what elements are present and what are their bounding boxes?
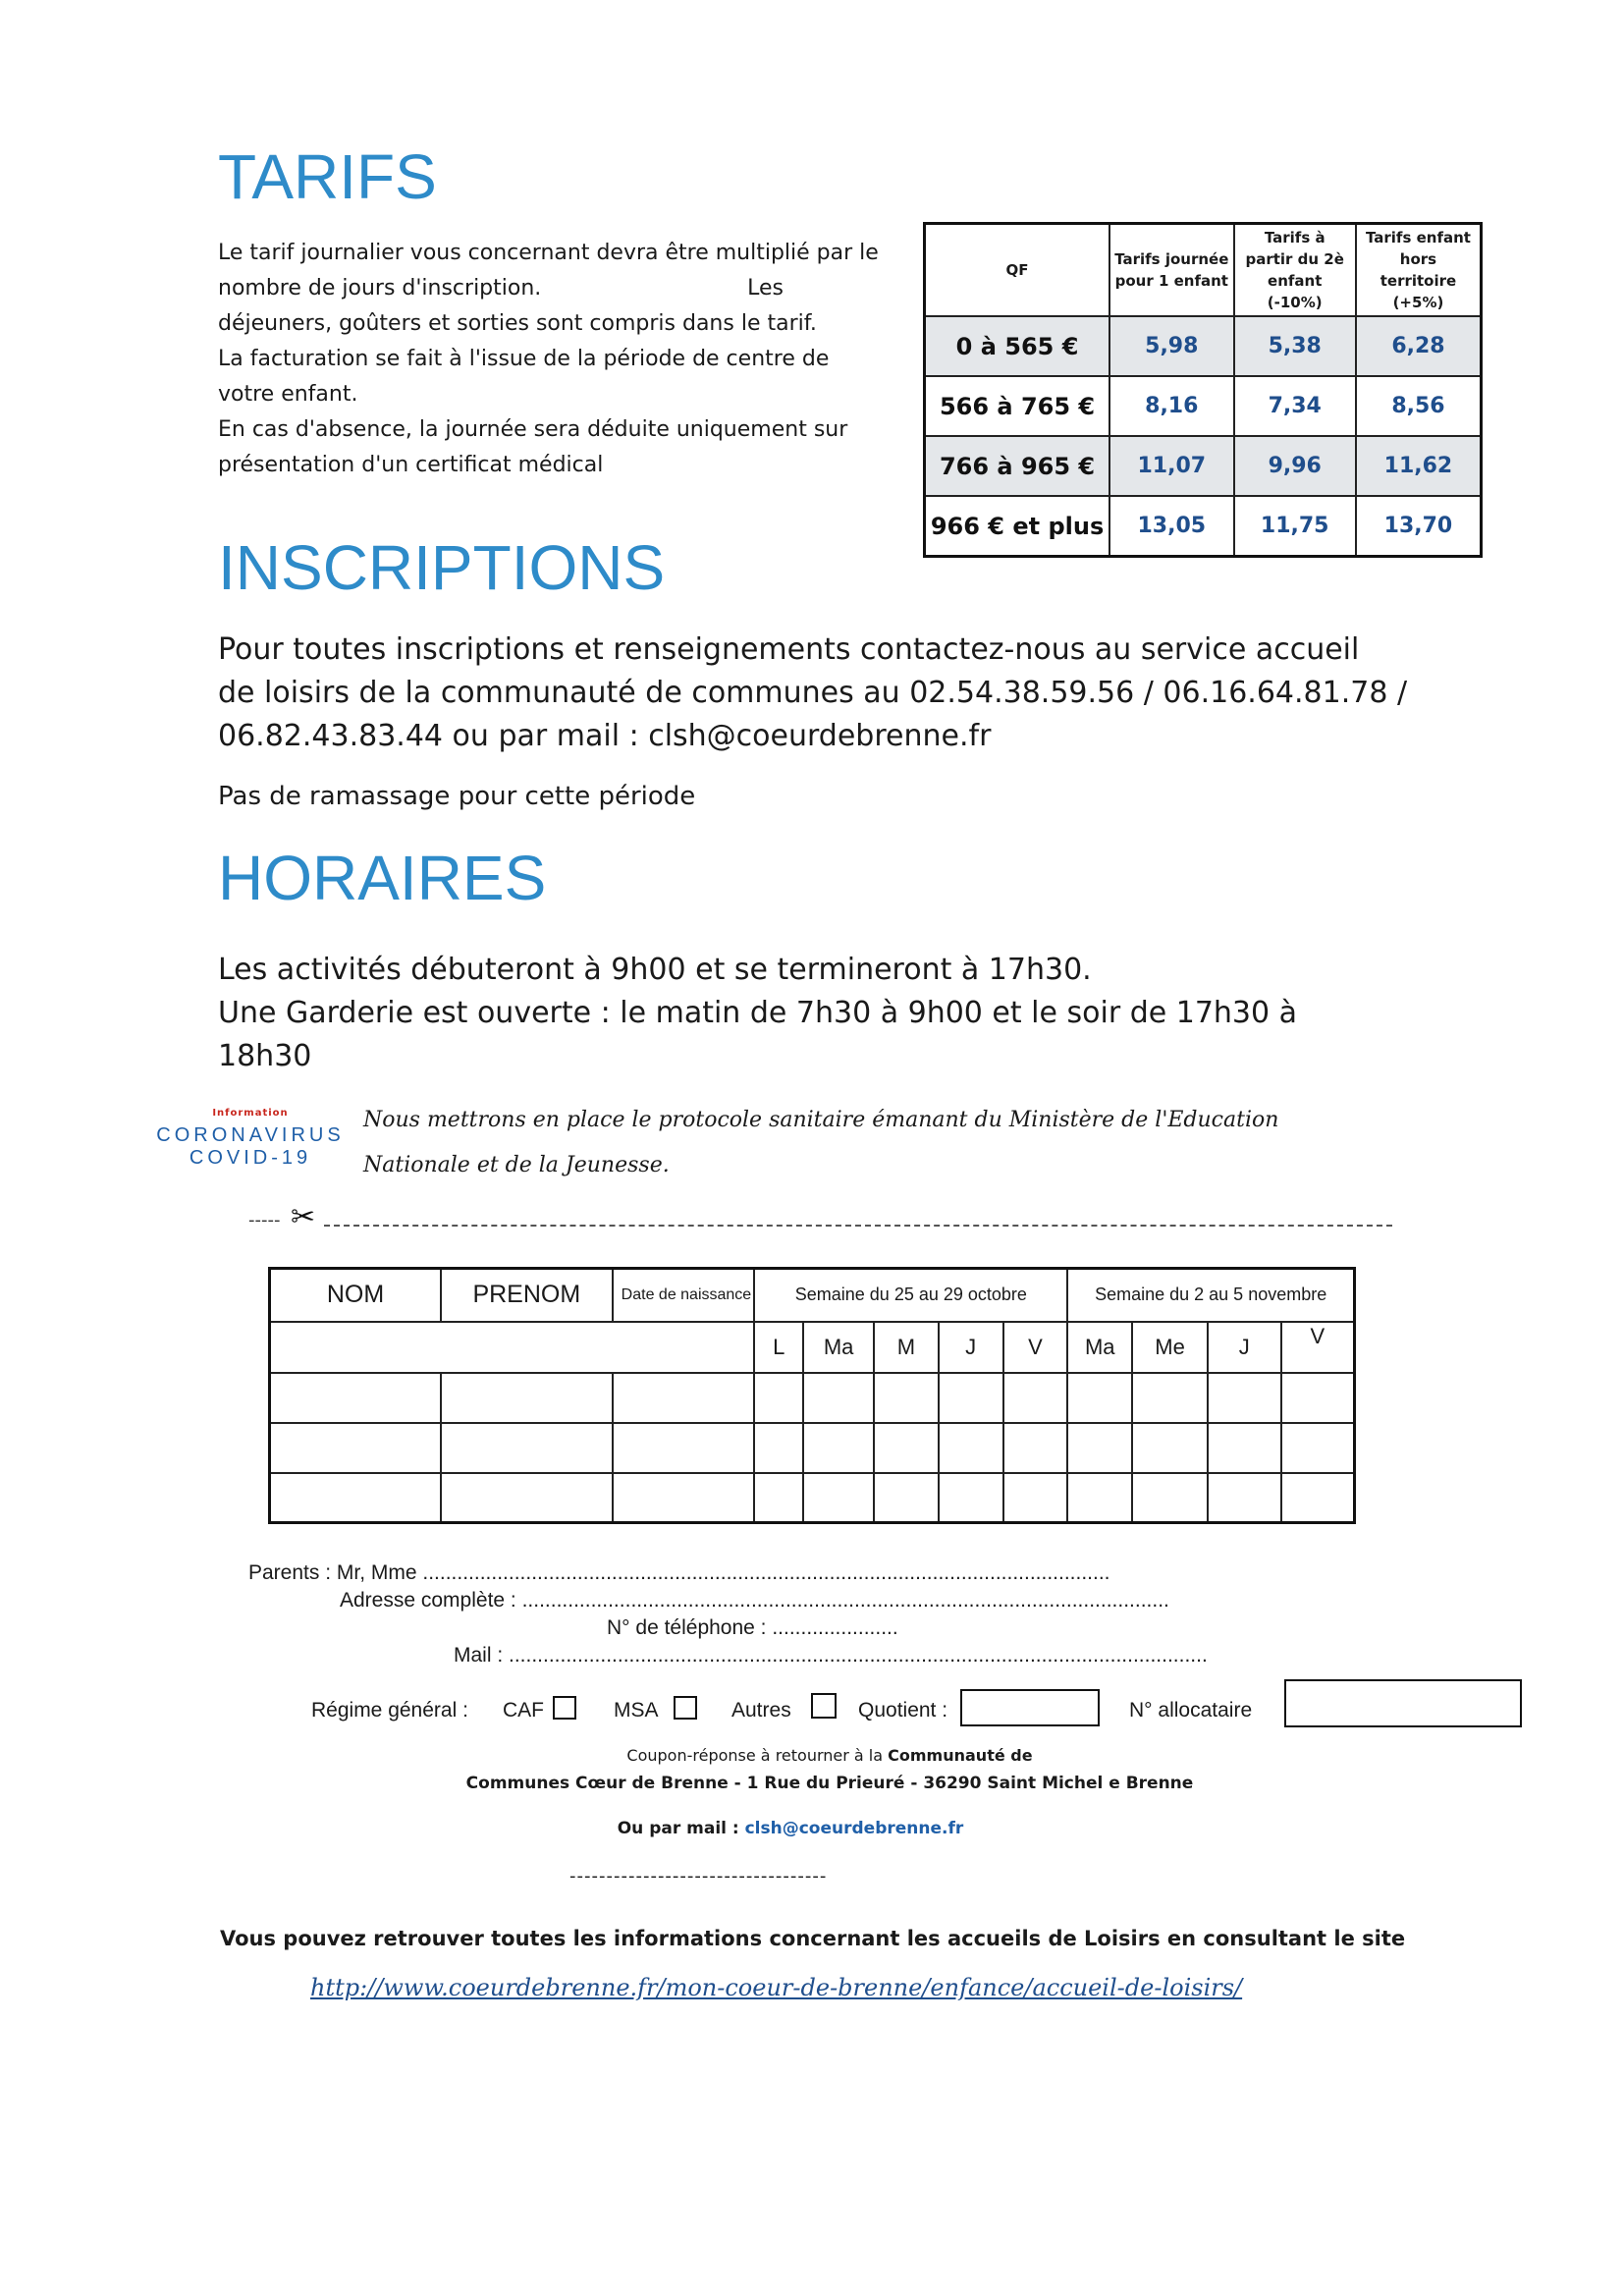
- day-cell: Me: [1132, 1322, 1208, 1373]
- tarifs-table: [923, 222, 1483, 558]
- tarifs-line: nombre de jours d'inscription. Les: [218, 276, 784, 301]
- coupon-entry-row[interactable]: [270, 1373, 1355, 1423]
- entry-cell[interactable]: [1281, 1373, 1355, 1423]
- regime-label: Régime général :: [311, 1699, 468, 1722]
- entry-cell[interactable]: [613, 1473, 755, 1523]
- mail-field[interactable]: Mail : ..........................................................................................................................: [454, 1644, 1208, 1667]
- coupon-days-row: [270, 1322, 1355, 1373]
- coupon-table: [268, 1267, 1356, 1524]
- covid-logo: [147, 1108, 353, 1170]
- caf-checkbox[interactable]: [553, 1696, 576, 1720]
- day-cell: V: [1281, 1322, 1355, 1373]
- adresse-field[interactable]: Adresse complète : .................................................................................................................: [340, 1589, 1169, 1612]
- entry-cell[interactable]: [270, 1423, 441, 1473]
- table-row: [925, 436, 1482, 496]
- entry-cell[interactable]: [1003, 1423, 1068, 1473]
- price-cell: 11,07: [1109, 436, 1233, 496]
- price-cell: 5,98: [1109, 316, 1233, 376]
- covid-note-line: Nationale et de la Jeunesse.: [363, 1153, 670, 1177]
- entry-cell[interactable]: [1208, 1423, 1281, 1473]
- entry-cell[interactable]: [1208, 1473, 1281, 1523]
- price-cell: 11,62: [1356, 436, 1482, 496]
- return-prefix: Coupon-réponse à retourner à la: [626, 1746, 889, 1765]
- price-cell: 6,28: [1356, 316, 1482, 376]
- day-cell: V: [1003, 1322, 1068, 1373]
- entry-cell[interactable]: [874, 1373, 939, 1423]
- horaires-line: Les activités débuteront à 9h00 et se termineront à 17h30.: [218, 953, 1092, 987]
- header-week-1: Semaine du 25 au 29 octobre: [754, 1269, 1067, 1322]
- entry-cell[interactable]: [270, 1373, 441, 1423]
- tarifs-line: déjeuners, goûters et sorties sont compris dans le tarif.: [218, 311, 817, 336]
- inscriptions-title: INSCRIPTIONS: [218, 532, 666, 603]
- inscriptions-line: Pour toutes inscriptions et renseignements contactez-nous au service accueil: [218, 632, 1360, 667]
- entry-cell[interactable]: [613, 1423, 755, 1473]
- return-line-1: [0, 1746, 1623, 1765]
- horaires-paragraph: [218, 949, 1297, 1078]
- cut-line: [324, 1225, 1392, 1227]
- tarifs-line: Le tarif journalier vous concernant devra être multiplié par le: [218, 241, 879, 265]
- header-tarif-2e-enfant: Tarifs à partir du 2è enfant (-10%): [1234, 224, 1356, 317]
- return-mail-prefix: Ou par mail :: [617, 1819, 745, 1838]
- msa-label: MSA: [614, 1699, 659, 1722]
- table-row: [925, 496, 1482, 557]
- return-address: Communes Cœur de Brenne - 1 Rue du Prieuré - 36290 Saint Michel e Brenne: [465, 1774, 1194, 1793]
- entry-cell[interactable]: [874, 1473, 939, 1523]
- entry-cell[interactable]: [441, 1423, 613, 1473]
- entry-cell[interactable]: [1067, 1473, 1132, 1523]
- entry-cell[interactable]: [1003, 1473, 1068, 1523]
- entry-cell[interactable]: [1281, 1423, 1355, 1473]
- entry-cell[interactable]: [613, 1373, 755, 1423]
- day-cell: J: [1208, 1322, 1281, 1373]
- price-cell: 8,16: [1109, 376, 1233, 436]
- day-cell: Ma: [1067, 1322, 1132, 1373]
- entry-cell[interactable]: [270, 1473, 441, 1523]
- caf-label: CAF: [503, 1699, 544, 1722]
- qf-cell: 0 à 565 €: [925, 316, 1110, 376]
- coupon-header-row: [270, 1269, 1355, 1322]
- entry-cell[interactable]: [1132, 1473, 1208, 1523]
- tarifs-title: TARIFS: [218, 141, 437, 212]
- ramassage-note: Pas de ramassage pour cette période: [218, 782, 696, 811]
- entry-cell[interactable]: [1281, 1473, 1355, 1523]
- header-nom: NOM: [270, 1269, 441, 1322]
- quotient-label: Quotient :: [858, 1699, 948, 1722]
- allocataire-label: N° allocataire: [1129, 1699, 1253, 1722]
- autres-label: Autres: [731, 1699, 791, 1722]
- entry-cell[interactable]: [939, 1373, 1003, 1423]
- header-tarif-hors-territoire: Tarifs enfant hors territoire (+5%): [1356, 224, 1482, 317]
- parents-field[interactable]: Parents : Mr, Mme ........................................................................................................................: [248, 1561, 1110, 1584]
- price-cell: 13,70: [1356, 496, 1482, 557]
- tarifs-line: présentation d'un certificat médical: [218, 453, 604, 477]
- covid-word-covid19: COVID-19: [189, 1147, 312, 1169]
- header-prenom: PRENOM: [441, 1269, 613, 1322]
- scissors-icon: ✂: [291, 1200, 316, 1234]
- footer-link[interactable]: http://www.coeurdebrenne.fr/mon-coeur-de-brenne/enfance/accueil-de-loisirs/: [310, 1974, 1243, 2001]
- coupon-entry-row[interactable]: [270, 1423, 1355, 1473]
- covid-note-line: Nous mettrons en place le protocole sanitaire émanant du Ministère de l'Education: [363, 1108, 1279, 1132]
- tarifs-line: votre enfant.: [218, 382, 358, 407]
- day-cell: Ma: [803, 1322, 874, 1373]
- signature-rule: -----------------------------------: [569, 1866, 828, 1886]
- entry-cell[interactable]: [754, 1423, 803, 1473]
- inscriptions-line: 06.82.43.83.44 ou par mail : clsh@coeurdebrenne.fr: [218, 719, 992, 753]
- qf-cell: 966 € et plus: [925, 496, 1110, 557]
- entry-cell[interactable]: [1132, 1423, 1208, 1473]
- header-tarif-1-enfant: Tarifs journée pour 1 enfant: [1109, 224, 1233, 317]
- footer-text: Vous pouvez retrouver toutes les informations concernant les accueils de Loisirs en consultant le site: [220, 1927, 1406, 1950]
- entry-cell[interactable]: [1003, 1373, 1068, 1423]
- entry-cell[interactable]: [803, 1423, 874, 1473]
- table-row: [925, 376, 1482, 436]
- table-row: [925, 316, 1482, 376]
- tarifs-paragraph: [218, 236, 879, 483]
- entry-cell[interactable]: [1067, 1423, 1132, 1473]
- price-cell: 8,56: [1356, 376, 1482, 436]
- entry-cell[interactable]: [754, 1373, 803, 1423]
- horaires-title: HORAIRES: [218, 843, 547, 913]
- autres-checkbox[interactable]: [811, 1693, 837, 1719]
- day-cell: L: [754, 1322, 803, 1373]
- days-blank-cell: [270, 1322, 755, 1373]
- entry-cell[interactable]: [939, 1473, 1003, 1523]
- return-mail-address[interactable]: clsh@coeurdebrenne.fr: [744, 1819, 964, 1838]
- tarifs-line: La facturation se fait à l'issue de la période de centre de: [218, 347, 830, 371]
- coupon-entry-row[interactable]: [270, 1473, 1355, 1523]
- msa-checkbox[interactable]: [674, 1696, 697, 1720]
- cut-dashes: -----: [248, 1210, 281, 1230]
- quotient-input[interactable]: [960, 1689, 1100, 1726]
- horaires-line: 18h30: [218, 1039, 312, 1073]
- entry-cell[interactable]: [1132, 1373, 1208, 1423]
- entry-cell[interactable]: [803, 1373, 874, 1423]
- inscriptions-paragraph: [218, 629, 1407, 758]
- price-cell: 9,96: [1234, 436, 1356, 496]
- covid-word-coronavirus: CORONAVIRUS: [156, 1124, 345, 1146]
- price-cell: 11,75: [1234, 496, 1356, 557]
- qf-cell: 766 à 965 €: [925, 436, 1110, 496]
- price-cell: 7,34: [1234, 376, 1356, 436]
- day-cell: M: [874, 1322, 939, 1373]
- tarifs-line: En cas d'absence, la journée sera déduite uniquement sur: [218, 417, 848, 442]
- entry-cell[interactable]: [441, 1373, 613, 1423]
- return-communaute: Communauté de: [888, 1746, 1033, 1765]
- return-mail-line: [0, 1819, 1581, 1838]
- header-week-2: Semaine du 2 au 5 novembre: [1067, 1269, 1354, 1322]
- header-date-naissance: Date de naissance: [613, 1269, 755, 1322]
- entry-cell[interactable]: [441, 1473, 613, 1523]
- entry-cell[interactable]: [874, 1423, 939, 1473]
- covid-info-label: Information: [212, 1108, 289, 1119]
- header-qf: QF: [925, 224, 1110, 317]
- horaires-line: Une Garderie est ouverte : le matin de 7h30 à 9h00 et le soir de 17h30 à: [218, 996, 1298, 1030]
- day-cell: J: [939, 1322, 1003, 1373]
- price-cell: 13,05: [1109, 496, 1233, 557]
- tarifs-header-row: [925, 224, 1482, 317]
- allocataire-input[interactable]: [1284, 1679, 1522, 1727]
- qf-cell: 566 à 765 €: [925, 376, 1110, 436]
- entry-cell[interactable]: [1067, 1373, 1132, 1423]
- price-cell: 5,38: [1234, 316, 1356, 376]
- entry-cell[interactable]: [803, 1473, 874, 1523]
- entry-cell[interactable]: [754, 1473, 803, 1523]
- telephone-field[interactable]: N° de téléphone : ......................: [607, 1616, 898, 1639]
- inscriptions-line: de loisirs de la communauté de communes au 02.54.38.59.56 / 06.16.64.81.78 /: [218, 676, 1408, 710]
- entry-cell[interactable]: [939, 1423, 1003, 1473]
- entry-cell[interactable]: [1208, 1373, 1281, 1423]
- covid-note: [363, 1098, 1278, 1188]
